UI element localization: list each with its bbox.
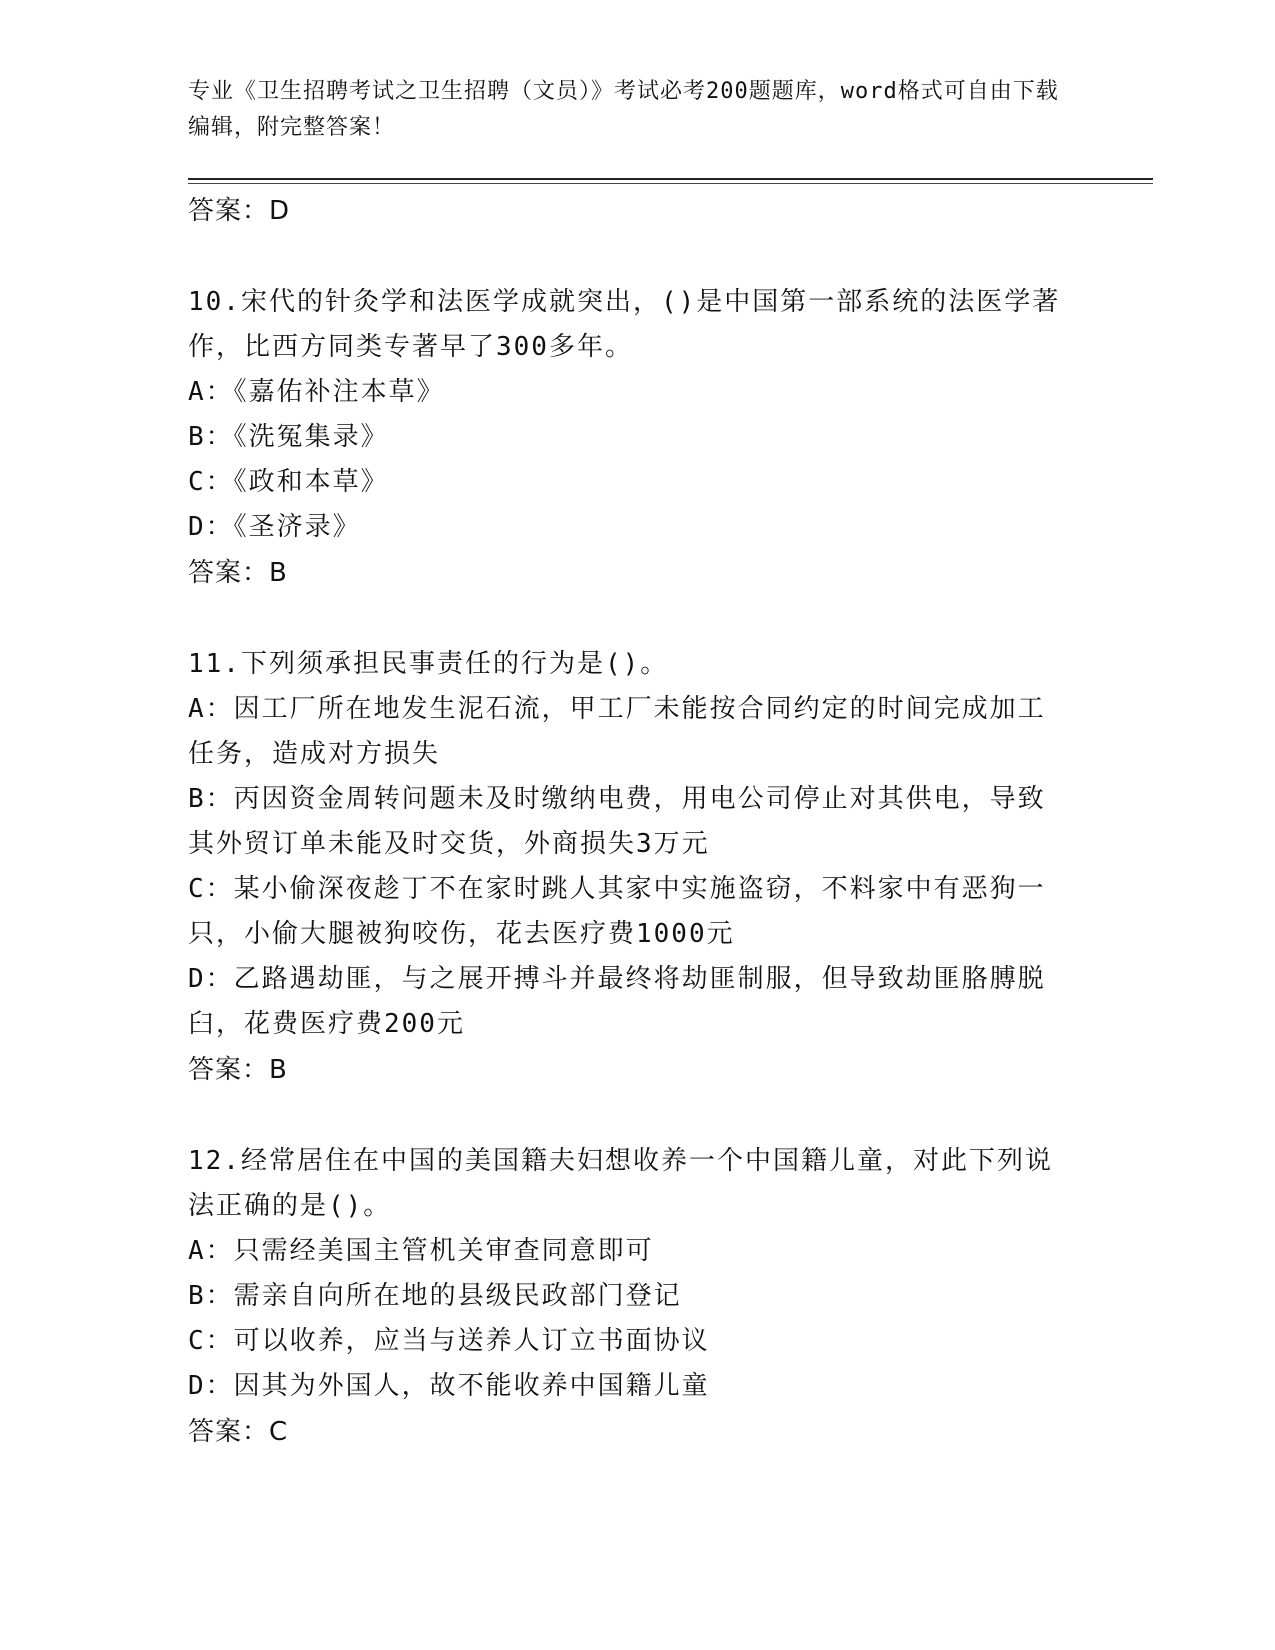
option-b: B：需亲自向所在地的县级民政部门登记: [188, 1281, 682, 1311]
option-c: C：某小偷深夜趁丁不在家时跳人其家中实施盗窃，不料家中有恶狗一只，小偷大腿被狗咬伤，花去医疗费1000元: [188, 874, 1046, 949]
page-header: 专业《卫生招聘考试之卫生招聘（文员）》考试必考200题题库，word格式可自由下载编辑，附完整答案！: [188, 79, 1059, 140]
option-c: C：可以收养，应当与送养人订立书面协议: [188, 1326, 710, 1356]
question-block: [188, 642, 1068, 1093]
answer-line: 答案：B: [188, 1055, 288, 1085]
option-d: D：因其为外国人，故不能收养中国籍儿童: [188, 1371, 710, 1401]
document-body: [188, 188, 1068, 1455]
option-c: C：《政和本草》: [188, 467, 389, 497]
option-a: A：只需经美国主管机关审查同意即可: [188, 1236, 654, 1266]
question-stem: 10.宋代的针灸学和法医学成就突出，()是中国第一部系统的法医学著作，比西方同类专著早了300多年。: [188, 287, 1061, 362]
option-d: D：《圣济录》: [188, 512, 361, 542]
option-d: D：乙路遇劫匪，与之展开搏斗并最终将劫匪制服，但导致劫匪胳膊脱臼，花费医疗费200元: [188, 964, 1046, 1039]
question-block: [188, 1139, 1068, 1455]
answer-line: 答案：B: [188, 558, 288, 588]
header-divider-thick: [188, 178, 1153, 180]
option-a: A：《嘉佑补注本草》: [188, 377, 445, 407]
option-b: B：《洗冤集录》: [188, 422, 389, 452]
answer-line: 答案：C: [188, 1417, 289, 1447]
answer-line: 答案：D: [188, 196, 291, 226]
question-stem: 12.经常居住在中国的美国籍夫妇想收养一个中国籍儿童，对此下列说法正确的是()。: [188, 1146, 1053, 1221]
option-b: B：丙因资金周转问题未及时缴纳电费，用电公司停止对其供电，导致其外贸订单未能及时交货，外商损失3万元: [188, 784, 1046, 859]
question-block: [188, 280, 1068, 596]
option-a: A：因工厂所在地发生泥石流，甲工厂未能按合同约定的时间完成加工任务，造成对方损失: [188, 694, 1046, 769]
question-stem: 11.下列须承担民事责任的行为是()。: [188, 649, 669, 679]
header-divider-thin: [188, 183, 1153, 184]
